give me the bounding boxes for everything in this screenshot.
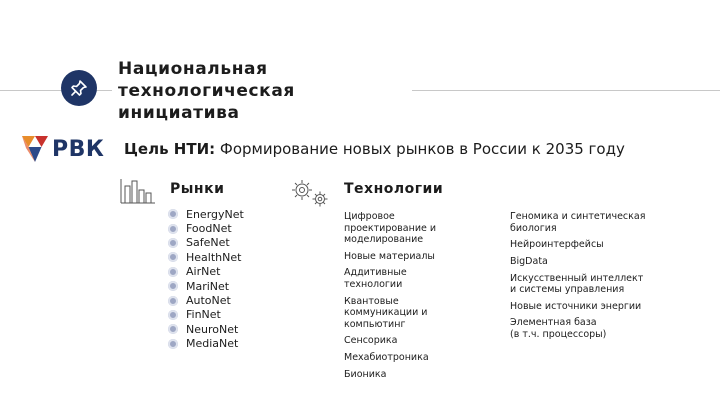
list-item (168, 265, 244, 279)
list-item: Нейроинтерфейсы (510, 239, 604, 251)
page-title (118, 58, 295, 124)
goal-text: Формирование новых рынков в России к 2035 году (219, 140, 625, 158)
rvk-logo-mark (22, 134, 48, 164)
list-item (168, 236, 244, 250)
technologies-column-2 (510, 211, 690, 346)
list-item: BigData (510, 255, 548, 267)
pin-icon (61, 70, 97, 106)
bullet (168, 224, 178, 234)
goal-statement (124, 140, 625, 158)
list-item: Искусственный интеллект и системы управления (510, 272, 644, 296)
market-label: MariNet (186, 279, 230, 293)
title-line: инициатива (118, 103, 240, 123)
bullet (168, 324, 178, 334)
list-item: Новые источники энергии (510, 300, 642, 312)
title-line: Национальная (118, 59, 268, 79)
technologies-column-1 (344, 211, 494, 385)
market-label: HealthNet (186, 250, 242, 264)
list-item: Геномика и синтетическая биология (510, 211, 646, 234)
bar-chart-icon (120, 178, 156, 208)
list-item: Новые материалы (344, 250, 435, 262)
goal-label: Цель НТИ: (124, 140, 216, 158)
market-label: AirNet (186, 265, 221, 279)
bullet (168, 281, 178, 291)
list-item: Квантовые коммуникации и компьютинг (344, 295, 428, 330)
bullet (168, 310, 178, 320)
list-item (168, 308, 244, 322)
market-label: FinNet (186, 308, 221, 322)
list-item (168, 250, 244, 264)
list-item: Бионика (344, 368, 387, 380)
gears-icon (288, 178, 334, 212)
market-label: MediaNet (186, 337, 239, 351)
list-item (168, 221, 244, 235)
markets-list (168, 207, 244, 351)
title-line: технологическая (118, 81, 295, 101)
bullet (168, 209, 178, 219)
bullet (168, 238, 178, 248)
list-item: Цифровое проектирование и моделирование (344, 211, 437, 245)
market-label: AutoNet (186, 294, 231, 308)
list-item: Сенсорика (344, 335, 398, 347)
list-item (168, 337, 244, 351)
list-item: Мехабиотроника (344, 351, 429, 363)
list-item (168, 207, 244, 221)
market-label: EnergyNet (186, 207, 244, 221)
bullet (168, 252, 178, 262)
market-label: NeuroNet (186, 322, 239, 336)
rvk-logo (22, 134, 104, 164)
market-label: SafeNet (186, 236, 230, 250)
market-label: FoodNet (186, 222, 232, 236)
list-item: Аддитивные технологии (344, 267, 407, 290)
technologies-heading: Технологии (344, 181, 444, 197)
list-item (168, 322, 244, 336)
bullet (168, 339, 178, 349)
markets-heading: Рынки (170, 181, 225, 197)
list-item (168, 293, 244, 307)
list-item (168, 279, 244, 293)
list-item: Элементная база (в т.ч. процессоры) (510, 317, 607, 340)
bullet (168, 296, 178, 306)
rvk-logo-text: РВК (52, 136, 105, 162)
bullet (168, 267, 178, 277)
